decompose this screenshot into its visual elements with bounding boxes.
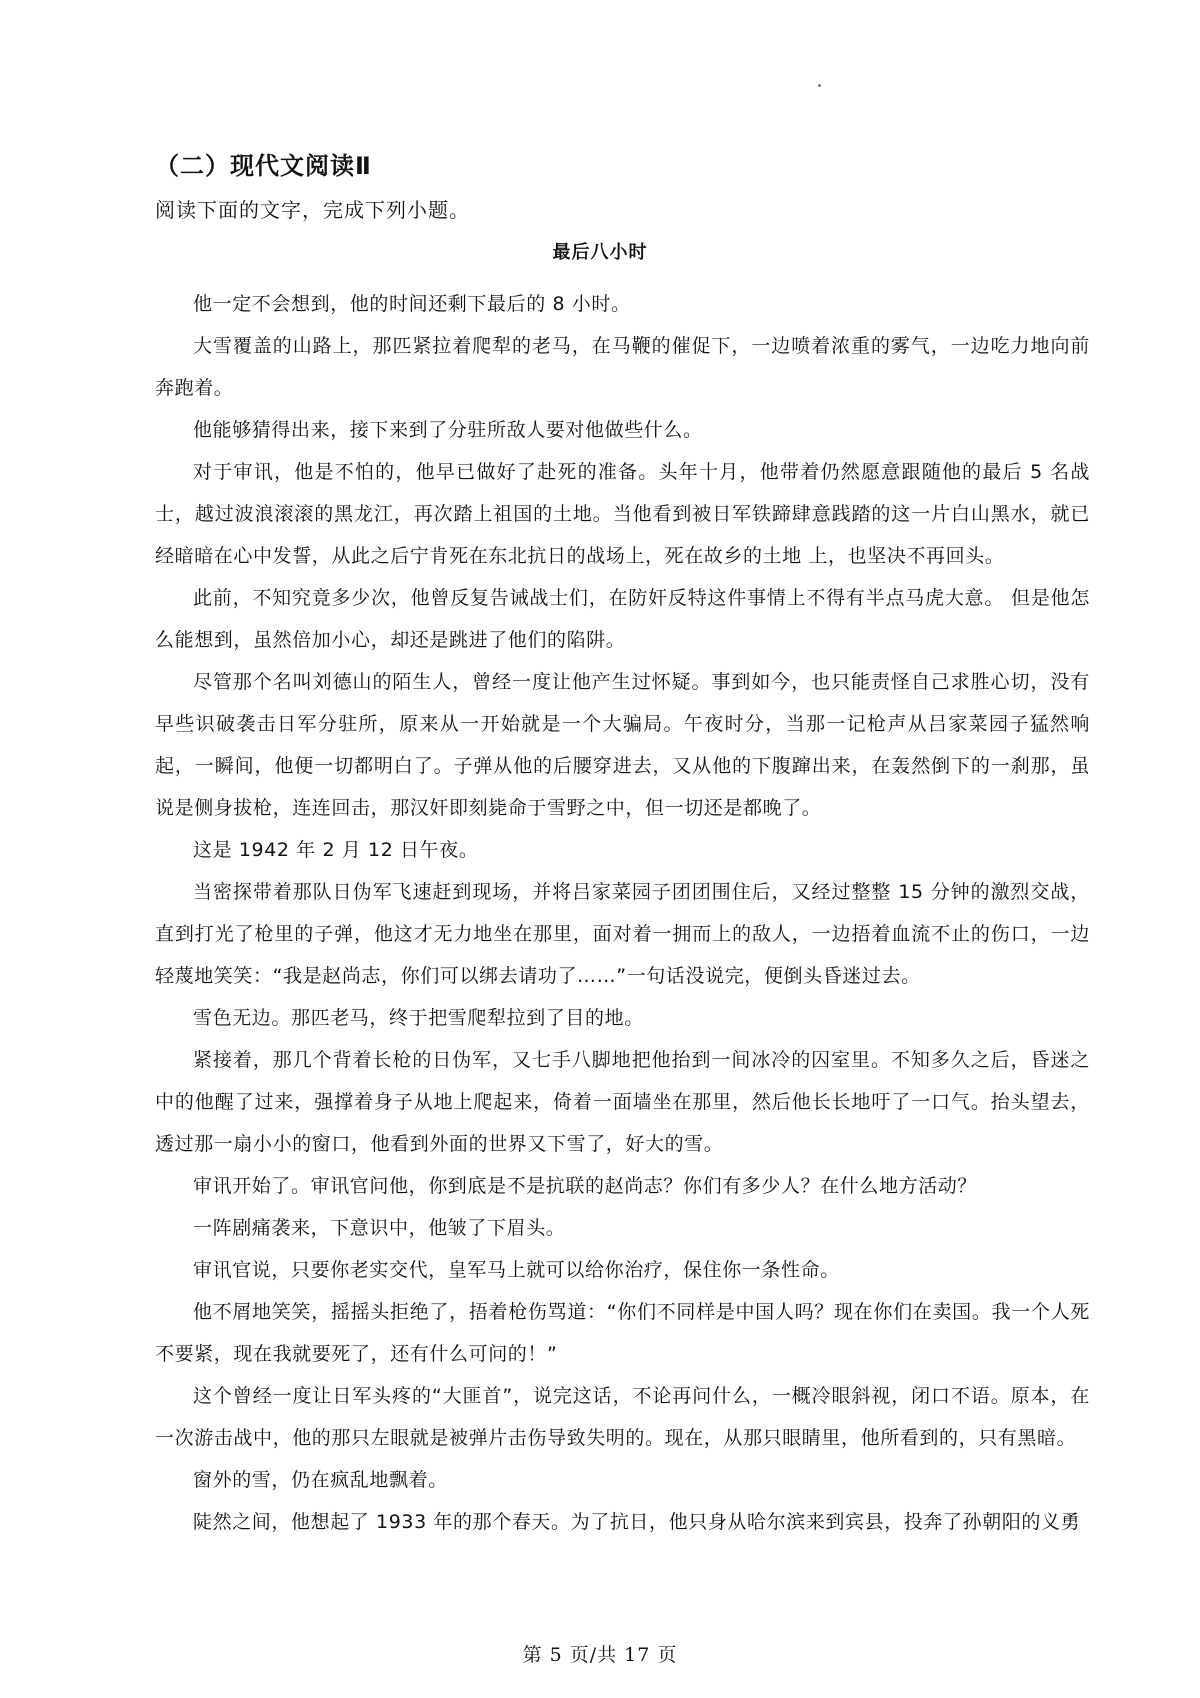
section-heading: （二）现代文阅读Ⅱ — [155, 152, 372, 180]
paragraph: 这是 1942 年 2 月 12 日午夜。 — [193, 839, 479, 861]
paragraph: 大雪覆盖的山路上，那匹紧拉着爬犁的老马，在马鞭的催促下，一边喷着浓重的雾气，一边吃力地向前奔跑着。 — [155, 335, 1090, 399]
paragraph: 此前，不知究竟多少次，他曾反复告诫战士们，在防奸反特这件事情上不得有半点马虎大意。 但是他怎么能想到，虽然倍加小心，却还是跳进了他们的陷阱。 — [155, 587, 1090, 651]
paragraph: 紧接着，那几个背着长枪的日伪军，又七手八脚地把他抬到一间冰冷的囚室里。不知多久之后，昏迷之中的他醒了过来，强撑着身子从地上爬起来，倚着一面墙坐在那里，然后他长长地吁了一口气。抬头望去，透过那一扇小小的窗口，他看到外面的世界又下雪了，好大的雪。 — [155, 1049, 1090, 1155]
paragraph: 审讯开始了。审讯官问他，你到底是不是抗联的赵尚志？你们有多少人？在什么地方活动？ — [193, 1175, 978, 1197]
paragraph: 一阵剧痛袭来，下意识中，他皱了下眉头。 — [193, 1217, 566, 1239]
paragraph: 他不屑地笑笑，摇摇头拒绝了，捂着枪伤骂道：“你们不同样是中国人吗？现在你们在卖国。我一个人死不要紧，现在我就要死了，还有什么可问的！” — [155, 1301, 1090, 1365]
paragraph: 陡然之间，他想起了 1933 年的那个春天。为了抗日，他只身从哈尔滨来到宾县，投奔了孙朝阳的义勇 — [193, 1511, 1081, 1533]
reading-instruction: 阅读下面的文字，完成下列小题。 — [155, 198, 470, 222]
paragraph: 雪色无边。那匹老马，终于把雪爬犁拉到了目的地。 — [193, 1007, 644, 1029]
paragraph: 当密探带着那队日伪军飞速赶到现场，并将吕家菜园子团团围住后，又经过整整 15 分钟的激烈交战，直到打光了枪里的子弹，他这才无力地坐在那里，面对着一拥而上的敌人，一边捂着血流不止的伤口，一边轻蔑地笑笑：“我是赵尚志，你们可以绑去请功了……”一句话没说完，便倒头昏迷过去。 — [155, 881, 1090, 987]
story-title: 最后八小时 — [552, 242, 648, 263]
paragraph: 尽管那个名叫刘德山的陌生人，曾经一度让他产生过怀疑。事到如今，也只能责怪自己求胜心切，没有早些识破袭击日军分驻所，原来从一开始就是一个大骗局。午夜时分，当那一记枪声从吕家菜园子猛然响起，一瞬间，他便一切都明白了。子弹从他的后腰穿进去，又从他的下腹蹿出来，在轰然倒下的一刹那，虽说是侧身拔枪，连连回击，那汉奸即刻毙命于雪野之中，但一切还是都晚了。 — [155, 671, 1090, 819]
paragraph: 这个曾经一度让日军头疼的“大匪首”，说完这话，不论再问什么，一概冷眼斜视，闭口不语。原本，在一次游击战中，他的那只左眼就是被弹片击伤导致失明的。现在，从那只眼睛里，他所看到的，只有黑暗。 — [155, 1385, 1090, 1449]
paragraph: 对于审讯，他是不怕的，他早已做好了赴死的准备。头年十月，他带着仍然愿意跟随他的最后 5 名战士，越过波浪滚滚的黑龙江，再次踏上祖国的土地。当他看到被日军铁蹄肆意践踏的这一片白山黑水，就已经暗暗在心中发誓，从此之后宁肯死在东北抗日的战场上，死在故乡的土地 上，也坚决不再回头。 — [155, 461, 1090, 567]
paragraph: 审讯官说，只要你老实交代，皇军马上就可以给你治疗，保住你一条性命。 — [193, 1259, 840, 1281]
paragraph: 他能够猜得出来，接下来到了分驻所敌人要对他做些什么。 — [193, 419, 703, 441]
story-body — [155, 283, 1090, 1543]
paragraph: 窗外的雪，仍在疯乱地飘着。 — [193, 1469, 448, 1491]
page-number: 第 5 页/共 17 页 — [522, 1644, 678, 1666]
speck-mark — [818, 84, 821, 87]
paragraph: 他一定不会想到，他的时间还剩下最后的 8 小时。 — [193, 293, 631, 315]
